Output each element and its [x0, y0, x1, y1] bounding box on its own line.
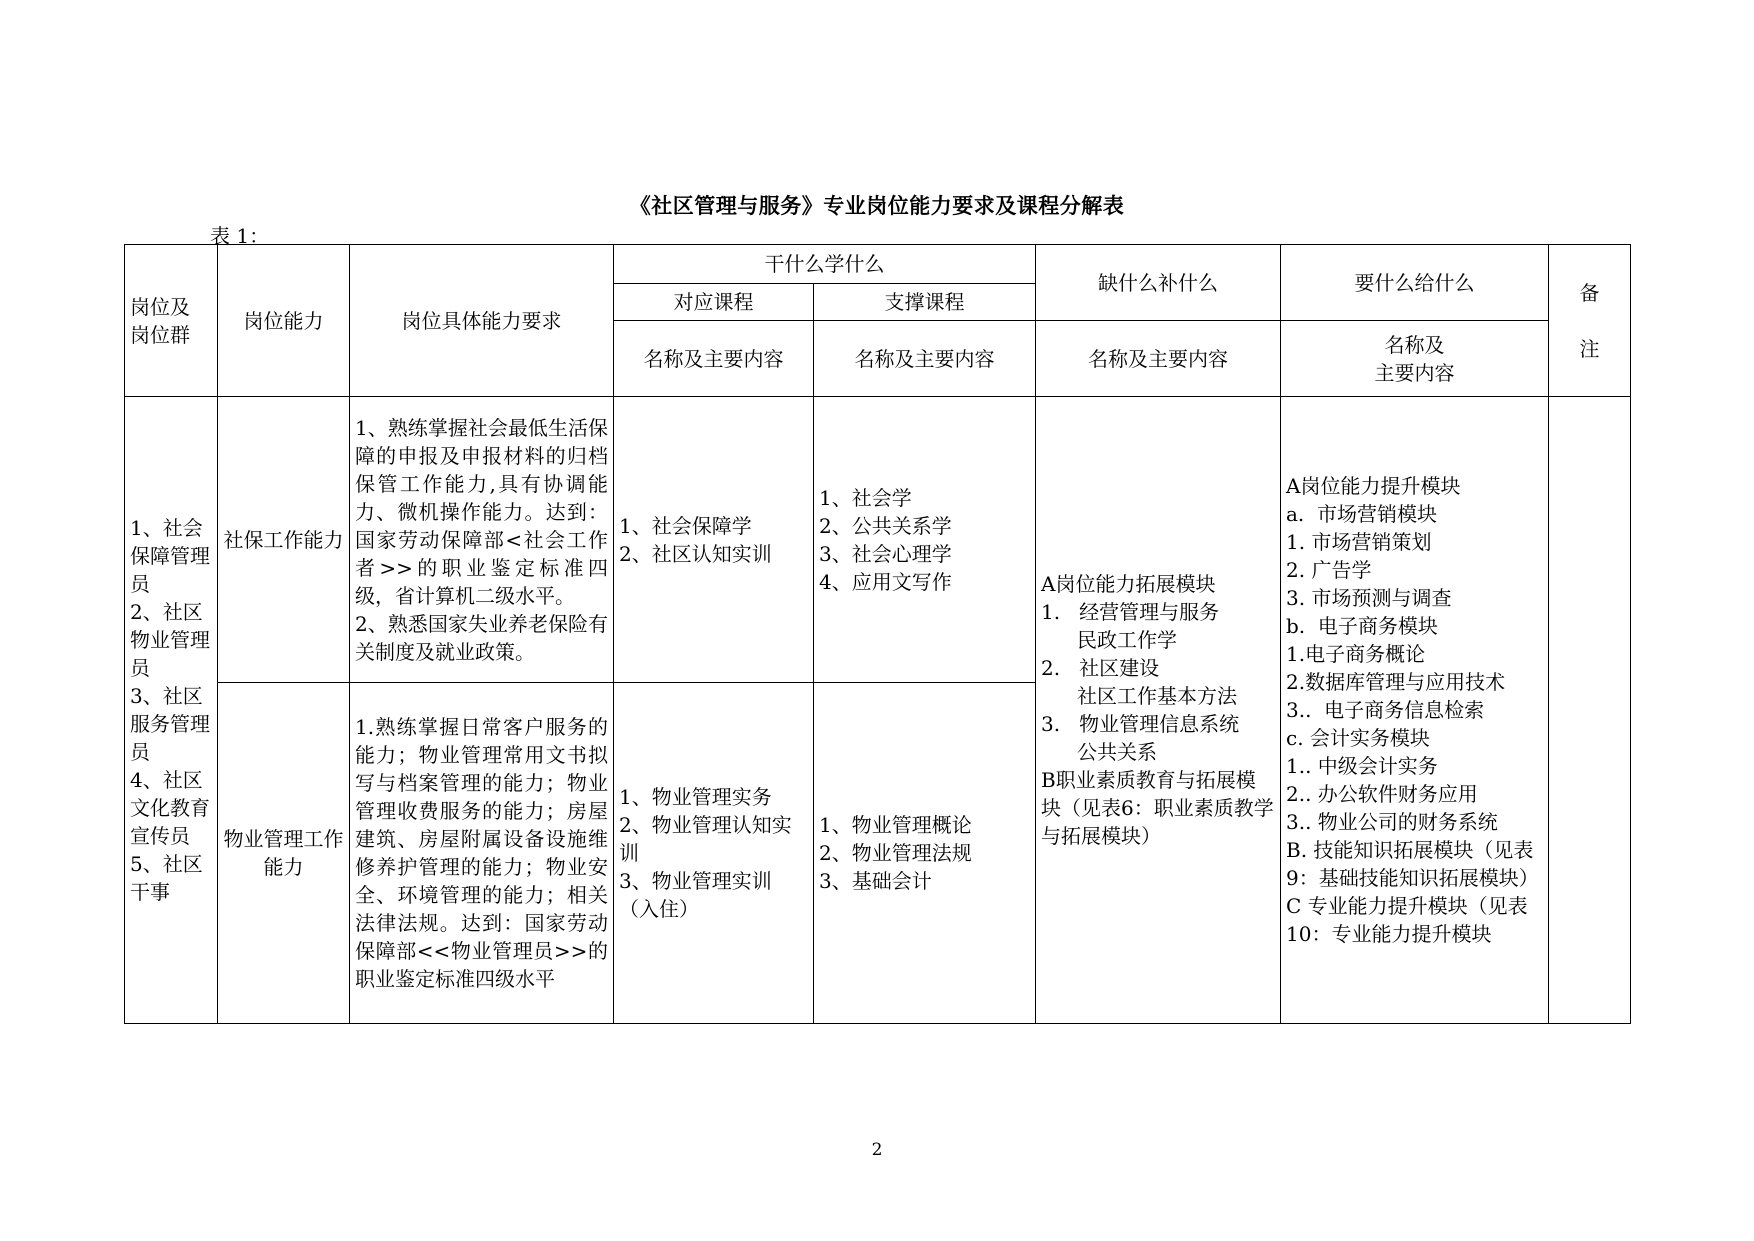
- header-supporting-course: 支撑课程: [814, 284, 1036, 321]
- missing-b-text: B职业素质教育与拓展模块（见表6：职业素质教学与拓展模块）: [1041, 768, 1274, 848]
- header-name-content: 名称及主要内容: [1036, 321, 1281, 397]
- ability-cell: 社保工作能力: [218, 397, 350, 683]
- header-position-group: 岗位及 岗位群: [125, 245, 218, 397]
- positions-cell: 1、社会保障管理员 2、社区物业管理员 3、社区服务管理员 4、社区文化教育宣传员 5、社区干事: [125, 397, 218, 1024]
- ability-cell: 物业管理工作能力: [218, 683, 350, 1024]
- corresponding-course-cell: 1、物业管理实务 2、物业管理认知实训 3、物业管理实训（入住）: [614, 683, 814, 1024]
- missing-cell: [1036, 397, 1281, 1024]
- header-what-to-learn: 干什么学什么: [614, 245, 1036, 284]
- missing-item: 3. 物业管理信息系统: [1041, 712, 1240, 736]
- header-corresponding-course: 对应课程: [614, 284, 814, 321]
- header-wanted: 要什么给什么: [1281, 245, 1549, 321]
- missing-item-sub: 公共关系: [1077, 740, 1157, 764]
- wanted-cell: A岗位能力提升模块 a. 市场营销模块 1. 市场营销策划 2. 广告学 3. 市场预测与调查 b. 电子商务模块 1.电子商务概论 2.数据库管理与应用技术 3.. 电子商务信息检索 c. 会计实务模块 1.. 中级会计实务 2.. 办公软件财务应用 3.. 物业公司的财务系统 B. 技能知识拓展模块（见表9：基础技能知识拓展模块） C 专业能力提升模块（见表10：专业能力提升模块: [1281, 397, 1549, 1024]
- requirements-cell: 1、熟练掌握社会最低生活保障的申报及申报材料的归档保管工作能力,具有协调能力、微机操作能力。达到：国家劳动保障部<社会工作者>>的职业鉴定标准四级，省计算机二级水平。 2、熟悉国家失业养老保险有关制度及就业政策。: [350, 397, 614, 683]
- remarks-cell: [1549, 397, 1631, 1024]
- supporting-course-cell: 1、社会学 2、公共关系学 3、社会心理学 4、应用文写作: [814, 397, 1036, 683]
- missing-item-sub: 民政工作学: [1077, 628, 1177, 652]
- page-number: 2: [871, 1140, 883, 1160]
- header-ability: 岗位能力: [218, 245, 350, 397]
- header-name-content: 名称及 主要内容: [1281, 321, 1549, 397]
- missing-a-title: A岗位能力拓展模块: [1041, 572, 1216, 596]
- header-requirements: 岗位具体能力要求: [350, 245, 614, 397]
- missing-item: 1. 经营管理与服务: [1041, 600, 1220, 624]
- course-decomposition-table: [124, 244, 1631, 1024]
- page-title: 《社区管理与服务》专业岗位能力要求及课程分解表: [629, 193, 1125, 218]
- missing-item: 2. 社区建设: [1041, 656, 1160, 680]
- requirements-cell: 1.熟练掌握日常客户服务的能力；物业管理常用文书拟写与档案管理的能力；物业管理收费服务的能力；房屋建筑、房屋附属设备设施维修养护管理的能力；物业安全、环境管理的能力；相关法律法规。达到：国家劳动保障部<<物业管理员>>的职业鉴定标准四级水平: [350, 683, 614, 1024]
- header-name-content: 名称及主要内容: [614, 321, 814, 397]
- missing-item-sub: 社区工作基本方法: [1077, 684, 1237, 708]
- corresponding-course-cell: 1、社会保障学 2、社区认知实训: [614, 397, 814, 683]
- table-label: 表 1：: [210, 224, 270, 248]
- supporting-course-cell: 1、物业管理概论 2、物业管理法规 3、基础会计: [814, 683, 1036, 1024]
- header-name-content: 名称及主要内容: [814, 321, 1036, 397]
- header-remarks: 备 注: [1549, 245, 1631, 397]
- header-missing: 缺什么补什么: [1036, 245, 1281, 321]
